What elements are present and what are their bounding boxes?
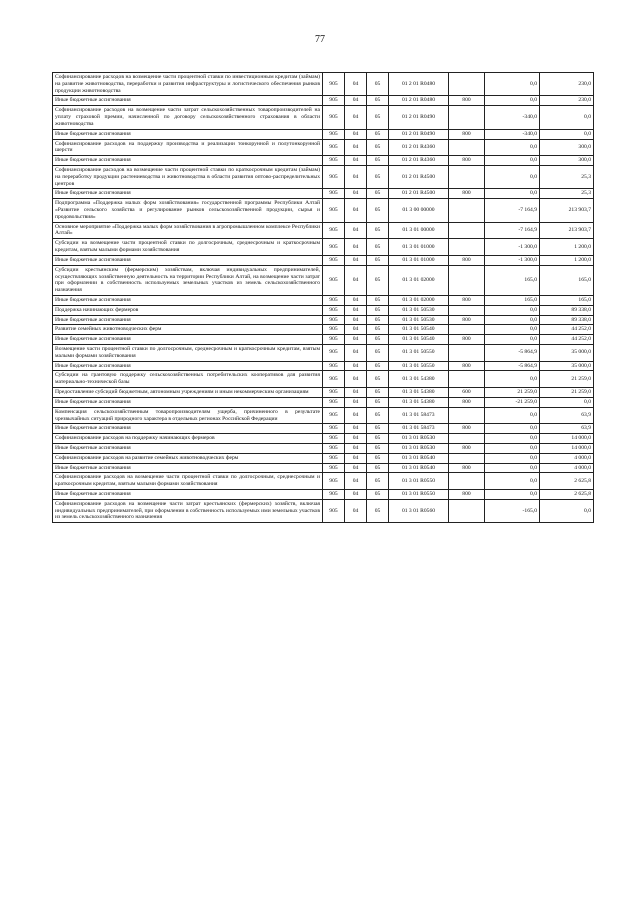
amount-change-cell: 0,0 — [485, 443, 540, 453]
amount-total-cell: 0,0 — [540, 397, 594, 407]
amount-change-cell: 0,0 — [485, 325, 540, 335]
subsection-code-cell: 05 — [367, 499, 389, 522]
amount-total-cell: 0,0 — [540, 106, 594, 129]
subsection-code-cell: 05 — [367, 295, 389, 305]
department-code-cell: 905 — [323, 345, 345, 362]
expense-type-cell — [449, 345, 485, 362]
expense-name-cell: Иные бюджетные ассигнования — [53, 156, 323, 166]
subsection-code-cell: 05 — [367, 73, 389, 96]
section-code-cell: 04 — [345, 265, 367, 295]
table-row — [53, 255, 594, 265]
table-row — [53, 315, 594, 325]
section-code-cell: 04 — [345, 424, 367, 434]
amount-change-cell: -7 164,9 — [485, 199, 540, 222]
expense-type-cell: 800 — [449, 255, 485, 265]
amount-change-cell: 0,0 — [485, 453, 540, 463]
target-article-cell: 01 2 01 R4500 — [389, 189, 449, 199]
amount-change-cell: -5 864,9 — [485, 361, 540, 371]
amount-total-cell: 44 252,0 — [540, 325, 594, 335]
expense-type-cell: 800 — [449, 463, 485, 473]
expense-name-cell: Иные бюджетные ассигнования — [53, 443, 323, 453]
table-row — [53, 361, 594, 371]
target-article-cell: 01 3 01 02000 — [389, 295, 449, 305]
expense-name-cell: Софинансирование расходов на возмещение части затрат сельскохозяйственных товаропроизводителей на уплату страховой премии, начисленной по договору сельскохозяйственного страхования в области животноводства — [53, 106, 323, 129]
table-row — [53, 239, 594, 256]
table-row — [53, 443, 594, 453]
target-article-cell: 01 3 00 00000 — [389, 199, 449, 222]
subsection-code-cell: 05 — [367, 265, 389, 295]
table-row — [53, 325, 594, 335]
expense-name-cell: Развитие семейных животноводческих ферм — [53, 325, 323, 335]
amount-change-cell: -165,0 — [485, 499, 540, 522]
amount-total-cell: 35 000,0 — [540, 345, 594, 362]
subsection-code-cell: 05 — [367, 139, 389, 156]
expense-type-cell — [449, 407, 485, 424]
amount-change-cell: -7 164,9 — [485, 222, 540, 239]
department-code-cell: 905 — [323, 129, 345, 139]
section-code-cell: 04 — [345, 499, 367, 522]
department-code-cell: 905 — [323, 388, 345, 398]
expense-type-cell — [449, 265, 485, 295]
department-code-cell: 905 — [323, 424, 345, 434]
expense-type-cell — [449, 199, 485, 222]
section-code-cell: 04 — [345, 397, 367, 407]
expense-name-cell: Иные бюджетные ассигнования — [53, 361, 323, 371]
department-code-cell: 905 — [323, 139, 345, 156]
table-row — [53, 139, 594, 156]
expense-type-cell: 800 — [449, 424, 485, 434]
expense-type-cell — [449, 371, 485, 388]
department-code-cell: 905 — [323, 397, 345, 407]
subsection-code-cell: 05 — [367, 325, 389, 335]
table-row — [53, 73, 594, 96]
amount-total-cell: 21 259,0 — [540, 371, 594, 388]
table-row — [53, 434, 594, 444]
expense-name-cell: Поддержка начинающих фермеров — [53, 305, 323, 315]
department-code-cell: 905 — [323, 189, 345, 199]
section-code-cell: 04 — [345, 388, 367, 398]
subsection-code-cell: 05 — [367, 199, 389, 222]
table-row — [53, 295, 594, 305]
department-code-cell: 905 — [323, 463, 345, 473]
amount-change-cell: 0,0 — [485, 490, 540, 500]
expense-name-cell: Иные бюджетные ассигнования — [53, 335, 323, 345]
amount-total-cell: 0,0 — [540, 499, 594, 522]
subsection-code-cell: 05 — [367, 255, 389, 265]
target-article-cell: 01 3 01 00000 — [389, 222, 449, 239]
amount-change-cell: 21 259,0 — [485, 388, 540, 398]
table-row — [53, 397, 594, 407]
table-row — [53, 499, 594, 522]
expense-name-cell: Иные бюджетные ассигнования — [53, 129, 323, 139]
expense-name-cell: Возмещение части процентной ставки по долгосрочным, среднесрочным и краткосрочным кредитам, взятым малыми формами хозяйствования — [53, 345, 323, 362]
target-article-cell: 01 3 01 54380 — [389, 388, 449, 398]
section-code-cell: 04 — [345, 463, 367, 473]
expense-name-cell: Иные бюджетные ассигнования — [53, 96, 323, 106]
section-code-cell: 04 — [345, 73, 367, 96]
target-article-cell: 01 3 01 54380 — [389, 371, 449, 388]
expense-name-cell: Иные бюджетные ассигнования — [53, 295, 323, 305]
section-code-cell: 04 — [345, 453, 367, 463]
department-code-cell: 905 — [323, 371, 345, 388]
subsection-code-cell: 05 — [367, 165, 389, 188]
department-code-cell: 905 — [323, 407, 345, 424]
section-code-cell: 04 — [345, 255, 367, 265]
budget-table — [52, 72, 594, 523]
expense-type-cell: 800 — [449, 129, 485, 139]
expense-type-cell — [449, 222, 485, 239]
section-code-cell: 04 — [345, 189, 367, 199]
table-row — [53, 156, 594, 166]
amount-change-cell: 0,0 — [485, 463, 540, 473]
expense-name-cell: Иные бюджетные ассигнования — [53, 189, 323, 199]
expense-type-cell: 800 — [449, 490, 485, 500]
department-code-cell: 905 — [323, 199, 345, 222]
amount-change-cell: 0,0 — [485, 473, 540, 490]
amount-change-cell: 0,0 — [485, 139, 540, 156]
amount-total-cell: 25,3 — [540, 189, 594, 199]
subsection-code-cell: 05 — [367, 490, 389, 500]
amount-change-cell: 0,0 — [485, 315, 540, 325]
amount-total-cell: 4 000,0 — [540, 463, 594, 473]
table-row — [53, 199, 594, 222]
target-article-cell: 01 3 01 50540 — [389, 325, 449, 335]
subsection-code-cell: 05 — [367, 345, 389, 362]
section-code-cell: 04 — [345, 199, 367, 222]
section-code-cell: 04 — [345, 295, 367, 305]
amount-change-cell: -340,0 — [485, 129, 540, 139]
expense-type-cell — [449, 453, 485, 463]
table-row — [53, 371, 594, 388]
section-code-cell: 04 — [345, 443, 367, 453]
section-code-cell: 04 — [345, 361, 367, 371]
department-code-cell: 905 — [323, 96, 345, 106]
expense-name-cell: Компенсация сельскохозяйственным товаропроизводителям ущерба, причиненного в результате чрезвычайных ситуаций природного характера в отдельных регионах Российской Федерации — [53, 407, 323, 424]
subsection-code-cell: 05 — [367, 424, 389, 434]
section-code-cell: 04 — [345, 490, 367, 500]
department-code-cell: 905 — [323, 473, 345, 490]
table-row — [53, 189, 594, 199]
section-code-cell: 04 — [345, 315, 367, 325]
amount-total-cell: 14 000,0 — [540, 443, 594, 453]
target-article-cell: 01 3 01 50550 — [389, 361, 449, 371]
amount-total-cell: 2 625,8 — [540, 490, 594, 500]
expense-name-cell: Подпрограмма «Поддержка малых форм хозяйствования» государственной программы Республики Алтай «Развитие сельского хозяйства и регулирование рынков сельскохозяйственной продукции, сырья и продовольствия» — [53, 199, 323, 222]
expense-type-cell — [449, 305, 485, 315]
section-code-cell: 04 — [345, 305, 367, 315]
department-code-cell: 905 — [323, 73, 345, 96]
department-code-cell: 905 — [323, 305, 345, 315]
amount-total-cell: 89 338,0 — [540, 315, 594, 325]
amount-total-cell: 300,0 — [540, 139, 594, 156]
amount-change-cell: 0,0 — [485, 73, 540, 96]
target-article-cell: 01 3 01 01000 — [389, 239, 449, 256]
subsection-code-cell: 05 — [367, 434, 389, 444]
amount-change-cell: 0,0 — [485, 305, 540, 315]
target-article-cell: 01 2 01 R0490 — [389, 129, 449, 139]
subsection-code-cell: 05 — [367, 222, 389, 239]
section-code-cell: 04 — [345, 165, 367, 188]
amount-change-cell: 0,0 — [485, 424, 540, 434]
table-row — [53, 129, 594, 139]
subsection-code-cell: 05 — [367, 335, 389, 345]
target-article-cell: 01 3 01 R0540 — [389, 453, 449, 463]
target-article-cell: 01 2 01 R0490 — [389, 106, 449, 129]
table-row — [53, 106, 594, 129]
department-code-cell: 905 — [323, 255, 345, 265]
section-code-cell: 04 — [345, 96, 367, 106]
expense-name-cell: Иные бюджетные ассигнования — [53, 424, 323, 434]
target-article-cell: 01 3 01 50550 — [389, 345, 449, 362]
department-code-cell: 905 — [323, 165, 345, 188]
amount-total-cell: 89 338,0 — [540, 305, 594, 315]
expense-type-cell: 800 — [449, 397, 485, 407]
amount-total-cell: 213 903,7 — [540, 222, 594, 239]
amount-change-cell: 0,0 — [485, 335, 540, 345]
amount-change-cell: -340,0 — [485, 106, 540, 129]
expense-type-cell — [449, 473, 485, 490]
amount-total-cell: 165,0 — [540, 265, 594, 295]
expense-type-cell: 800 — [449, 295, 485, 305]
expense-name-cell: Иные бюджетные ассигнования — [53, 255, 323, 265]
section-code-cell: 04 — [345, 473, 367, 490]
expense-type-cell: 800 — [449, 443, 485, 453]
department-code-cell: 905 — [323, 239, 345, 256]
section-code-cell: 04 — [345, 345, 367, 362]
department-code-cell: 905 — [323, 453, 345, 463]
amount-change-cell: 0,0 — [485, 434, 540, 444]
amount-change-cell: 0,0 — [485, 156, 540, 166]
table-row — [53, 424, 594, 434]
expense-name-cell: Основное мероприятие «Поддержка малых форм хозяйствования в агропромышленном комплексе Республики Алтай» — [53, 222, 323, 239]
subsection-code-cell: 05 — [367, 189, 389, 199]
department-code-cell: 905 — [323, 222, 345, 239]
table-row — [53, 335, 594, 345]
expense-name-cell: Софинансирование расходов на возмещение части процентной ставки по инвестиционным кредитам (займам) на развитие животноводства, переработки и развития инфраструктуры и логистического обеспечения рынков продукции животноводства — [53, 73, 323, 96]
amount-total-cell: 21 259,0 — [540, 388, 594, 398]
target-article-cell: 01 3 01 50530 — [389, 315, 449, 325]
table-row — [53, 222, 594, 239]
page-number: 77 — [315, 34, 325, 45]
expense-type-cell — [449, 499, 485, 522]
subsection-code-cell: 05 — [367, 129, 389, 139]
table-row — [53, 473, 594, 490]
expense-type-cell: 800 — [449, 96, 485, 106]
department-code-cell: 905 — [323, 265, 345, 295]
table-row — [53, 463, 594, 473]
expense-type-cell — [449, 106, 485, 129]
target-article-cell: 01 2 01 R4500 — [389, 165, 449, 188]
expense-type-cell — [449, 139, 485, 156]
amount-total-cell: 25,3 — [540, 165, 594, 188]
target-article-cell: 01 3 01 58473 — [389, 407, 449, 424]
amount-total-cell: 230,0 — [540, 73, 594, 96]
expense-name-cell: Субсидии на возмещение части процентной ставки по долгосрочным, среднесрочным и краткосрочным кредитам, взятым малыми формами хозяйствования — [53, 239, 323, 256]
department-code-cell: 905 — [323, 106, 345, 129]
target-article-cell: 01 3 01 50530 — [389, 305, 449, 315]
expense-name-cell: Иные бюджетные ассигнования — [53, 315, 323, 325]
expense-name-cell: Софинансирование расходов на поддержку производства и реализации тонкорунной и полутонкорунной шерсти — [53, 139, 323, 156]
amount-change-cell: 0,0 — [485, 189, 540, 199]
table-row — [53, 388, 594, 398]
amount-total-cell: 300,0 — [540, 156, 594, 166]
expense-type-cell — [449, 434, 485, 444]
department-code-cell: 905 — [323, 443, 345, 453]
department-code-cell: 905 — [323, 361, 345, 371]
table-row — [53, 96, 594, 106]
section-code-cell: 04 — [345, 239, 367, 256]
expense-name-cell: Субсидии на грантовую поддержку сельскохозяйственных потребительских кооперативов для развития материально-технической базы — [53, 371, 323, 388]
amount-change-cell: -1 300,0 — [485, 239, 540, 256]
expense-type-cell — [449, 325, 485, 335]
expense-name-cell: Иные бюджетные ассигнования — [53, 397, 323, 407]
subsection-code-cell: 05 — [367, 473, 389, 490]
amount-total-cell: 44 252,0 — [540, 335, 594, 345]
section-code-cell: 04 — [345, 222, 367, 239]
amount-change-cell: 0,0 — [485, 371, 540, 388]
amount-total-cell: 4 000,0 — [540, 453, 594, 463]
amount-total-cell: 63,9 — [540, 424, 594, 434]
table-row — [53, 305, 594, 315]
amount-total-cell: 2 625,8 — [540, 473, 594, 490]
department-code-cell: 905 — [323, 499, 345, 522]
amount-total-cell: 213 903,7 — [540, 199, 594, 222]
expense-name-cell: Предоставление субсидий бюджетным, автономным учреждениям и иным некоммерческим организациям — [53, 388, 323, 398]
amount-change-cell: -1 300,0 — [485, 255, 540, 265]
target-article-cell: 01 2 01 R4360 — [389, 139, 449, 156]
target-article-cell: 01 2 01 R0480 — [389, 73, 449, 96]
amount-total-cell: 165,0 — [540, 295, 594, 305]
department-code-cell: 905 — [323, 156, 345, 166]
target-article-cell: 01 3 01 R0530 — [389, 443, 449, 453]
amount-total-cell: 1 200,0 — [540, 239, 594, 256]
department-code-cell: 905 — [323, 490, 345, 500]
amount-change-cell: 165,0 — [485, 265, 540, 295]
table-row — [53, 265, 594, 295]
subsection-code-cell: 05 — [367, 443, 389, 453]
section-code-cell: 04 — [345, 106, 367, 129]
expense-type-cell: 800 — [449, 156, 485, 166]
section-code-cell: 04 — [345, 139, 367, 156]
subsection-code-cell: 05 — [367, 453, 389, 463]
target-article-cell: 01 3 01 01000 — [389, 255, 449, 265]
table-row — [53, 453, 594, 463]
department-code-cell: 905 — [323, 434, 345, 444]
section-code-cell: 04 — [345, 156, 367, 166]
expense-type-cell: 600 — [449, 388, 485, 398]
department-code-cell: 905 — [323, 335, 345, 345]
section-code-cell: 04 — [345, 335, 367, 345]
expense-name-cell: Софинансирование расходов на возмещение части процентной ставки по краткосрочным кредитам (займам) на переработку продукции растениеводства и животноводства в области развития оптово-распределительных центров — [53, 165, 323, 188]
amount-total-cell: 14 000,0 — [540, 434, 594, 444]
subsection-code-cell: 05 — [367, 397, 389, 407]
subsection-code-cell: 05 — [367, 96, 389, 106]
subsection-code-cell: 05 — [367, 156, 389, 166]
expense-type-cell: 800 — [449, 335, 485, 345]
subsection-code-cell: 05 — [367, 361, 389, 371]
section-code-cell: 04 — [345, 407, 367, 424]
budget-rows — [53, 73, 594, 523]
amount-change-cell: 0,0 — [485, 165, 540, 188]
subsection-code-cell: 05 — [367, 463, 389, 473]
amount-change-cell: 0,0 — [485, 407, 540, 424]
target-article-cell: 01 2 01 R0480 — [389, 96, 449, 106]
expense-type-cell: 800 — [449, 189, 485, 199]
target-article-cell: 01 3 01 58473 — [389, 424, 449, 434]
target-article-cell: 01 3 01 R0530 — [389, 434, 449, 444]
expense-type-cell — [449, 239, 485, 256]
target-article-cell: 01 2 01 R4360 — [389, 156, 449, 166]
department-code-cell: 905 — [323, 325, 345, 335]
target-article-cell: 01 3 01 R0540 — [389, 463, 449, 473]
target-article-cell: 01 3 01 R0550 — [389, 473, 449, 490]
amount-total-cell: 1 200,0 — [540, 255, 594, 265]
subsection-code-cell: 05 — [367, 315, 389, 325]
target-article-cell: 01 3 01 R0550 — [389, 490, 449, 500]
expense-name-cell: Иные бюджетные ассигнования — [53, 490, 323, 500]
amount-change-cell: 165,0 — [485, 295, 540, 305]
amount-total-cell: 230,0 — [540, 96, 594, 106]
target-article-cell: 01 3 01 54380 — [389, 397, 449, 407]
table-row — [53, 490, 594, 500]
expense-type-cell — [449, 165, 485, 188]
table-row — [53, 165, 594, 188]
section-code-cell: 04 — [345, 129, 367, 139]
expense-name-cell: Софинансирование расходов на развитие семейных животноводческих ферм — [53, 453, 323, 463]
amount-change-cell: -5 864,9 — [485, 345, 540, 362]
amount-total-cell: 0,0 — [540, 129, 594, 139]
table-row — [53, 407, 594, 424]
department-code-cell: 905 — [323, 315, 345, 325]
amount-total-cell: 35 000,0 — [540, 361, 594, 371]
subsection-code-cell: 05 — [367, 388, 389, 398]
expense-name-cell: Софинансирование расходов на возмещение части процентной ставки по долгосрочным, среднесрочным и краткосрочным кредитам, взятым малыми формами хозяйствования — [53, 473, 323, 490]
section-code-cell: 04 — [345, 434, 367, 444]
department-code-cell: 905 — [323, 295, 345, 305]
expense-name-cell: Субсидии крестьянским (фермерским) хозяйствам, включая индивидуальных предпринимателей, осуществляющих хозяйственную деятельность на территории Республики Алтай, на возмещение части затрат при оформлении в собственность используемых земельных участков из земель сельскохозяйственного назначения — [53, 265, 323, 295]
subsection-code-cell: 05 — [367, 371, 389, 388]
subsection-code-cell: 05 — [367, 239, 389, 256]
section-code-cell: 04 — [345, 325, 367, 335]
amount-change-cell: -21 259,0 — [485, 397, 540, 407]
expense-name-cell: Софинансирование расходов на поддержку начинающих фермеров — [53, 434, 323, 444]
expense-type-cell: 800 — [449, 361, 485, 371]
target-article-cell: 01 3 01 50540 — [389, 335, 449, 345]
expense-type-cell — [449, 73, 485, 96]
target-article-cell: 01 3 01 02000 — [389, 265, 449, 295]
section-code-cell: 04 — [345, 371, 367, 388]
expense-name-cell: Иные бюджетные ассигнования — [53, 463, 323, 473]
subsection-code-cell: 05 — [367, 407, 389, 424]
expense-type-cell: 800 — [449, 315, 485, 325]
target-article-cell: 01 3 01 R0560 — [389, 499, 449, 522]
subsection-code-cell: 05 — [367, 305, 389, 315]
amount-total-cell: 63,9 — [540, 407, 594, 424]
expense-name-cell: Софинансирование расходов на возмещение части затрат крестьянских (фермерских) хозяйств, включая индивидуальных предпринимателей, при оформлении в собственность используемых ими земельных участков из земель сельскохозяйственного назначения — [53, 499, 323, 522]
amount-change-cell: 0,0 — [485, 96, 540, 106]
subsection-code-cell: 05 — [367, 106, 389, 129]
table-row — [53, 345, 594, 362]
